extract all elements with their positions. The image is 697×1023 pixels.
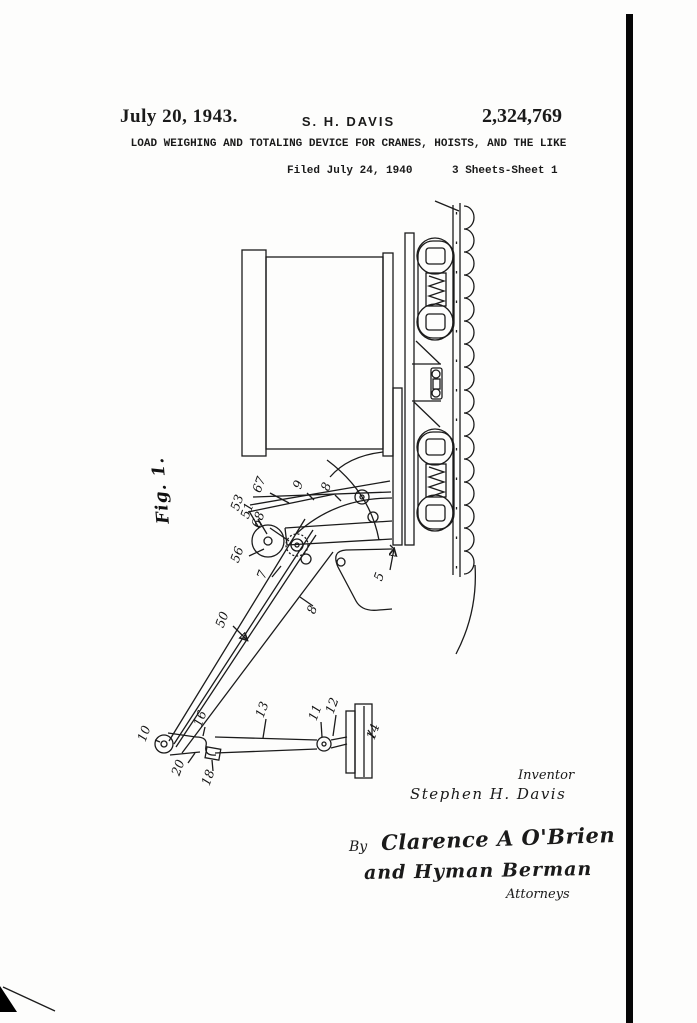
turntable-frame <box>393 388 402 545</box>
tie-link-13 <box>215 737 317 740</box>
brake-pin <box>432 389 440 397</box>
numeral-53: 53 <box>227 492 247 513</box>
deck-sill <box>405 233 414 545</box>
truck-frame <box>418 241 454 338</box>
inventor-signature: Stephen H. Davis <box>410 785 567 803</box>
journal-box <box>426 439 445 455</box>
sheave-hub <box>264 537 272 545</box>
car-deck <box>405 233 414 545</box>
numeral-67: 67 <box>249 474 269 495</box>
patent-date: July 20, 1943. <box>120 106 238 127</box>
journal-box <box>426 505 445 521</box>
numeral-56: 56 <box>227 544 247 565</box>
numeral-9: 9 <box>289 478 307 491</box>
leader-line-12 <box>333 715 336 736</box>
cab-body <box>266 257 383 449</box>
truck-frame <box>418 432 454 529</box>
wheel-truck-lower <box>417 429 454 531</box>
numeral-14: 14 <box>363 721 383 742</box>
sheet-number: 3 Sheets-Sheet 1 <box>452 165 558 177</box>
attorney-signature-1: Clarence A O'Brien <box>380 821 616 856</box>
numeral-5: 5 <box>370 570 388 583</box>
numeral-10: 10 <box>134 723 154 744</box>
leader-line-56 <box>249 549 264 556</box>
leader-line-8 <box>335 495 341 501</box>
numeral-20: 20 <box>168 757 188 778</box>
leader-line-18 <box>212 760 213 771</box>
cab-wall <box>383 253 393 456</box>
truss-diagonal <box>414 402 440 427</box>
attorneys-caption: Attorneys <box>506 887 570 902</box>
tip-bracket <box>170 752 200 755</box>
invention-title: LOAD WEIGHING AND TOTALING DEVICE FOR CRANES, HOISTS, AND THE LIKE <box>130 138 567 150</box>
boom-foot-pin <box>337 558 345 566</box>
rail-track <box>435 201 475 654</box>
numeral-13: 13 <box>252 699 272 720</box>
numeral-7: 7 <box>253 568 271 581</box>
inventor-caption: Inventor <box>518 768 575 783</box>
underframe-truss <box>412 341 442 427</box>
roadbed-curve <box>456 565 475 654</box>
spring-coils <box>429 467 444 497</box>
cab-corner-curve <box>330 452 383 477</box>
by-label: By <box>349 839 368 855</box>
counterweight <box>242 250 266 456</box>
brake-block <box>433 379 440 389</box>
leader-line-13 <box>263 719 266 738</box>
filed-date: Filed July 24, 1940 <box>287 165 413 177</box>
numeral-50: 50 <box>212 609 232 630</box>
figure-label: Fig. 1. <box>148 456 174 525</box>
patent-number: 2,324,769 <box>482 105 562 127</box>
numeral-11: 11 <box>305 702 325 723</box>
rail-end <box>435 201 459 211</box>
attorney-signature-2: and Hyman Berman <box>363 858 593 884</box>
tie-link-13 <box>215 749 317 753</box>
crane-cab <box>242 250 402 545</box>
leader-line-5 <box>390 549 394 570</box>
leader-line-11 <box>321 722 322 737</box>
tip-sheave-hub <box>161 741 167 747</box>
leader-line-20 <box>188 753 195 763</box>
numeral-51: 51 <box>237 500 257 521</box>
tip-sheave-10 <box>155 735 173 753</box>
numeral-12: 12 <box>322 695 342 716</box>
numeral-16: 16 <box>190 708 210 729</box>
truss-diagonal <box>416 341 440 364</box>
inventor-name-header: S. H. DAVIS <box>301 114 396 129</box>
spring-coils <box>429 276 444 306</box>
wheel-truck-upper <box>417 238 454 340</box>
journal-box <box>426 248 445 264</box>
numeral-8: 8 <box>303 603 321 616</box>
brake-pin <box>432 370 440 378</box>
numeral-18: 18 <box>198 767 218 788</box>
link-pin-11 <box>317 737 331 751</box>
crossties <box>464 206 474 574</box>
journal-box <box>426 314 445 330</box>
anchor-plate <box>346 711 355 773</box>
pin-12 <box>331 737 347 740</box>
link-pin-hub <box>322 742 326 746</box>
numeral-68: 68 <box>248 509 268 530</box>
pin-12 <box>331 744 347 748</box>
numeral-8: 8 <box>317 480 335 493</box>
